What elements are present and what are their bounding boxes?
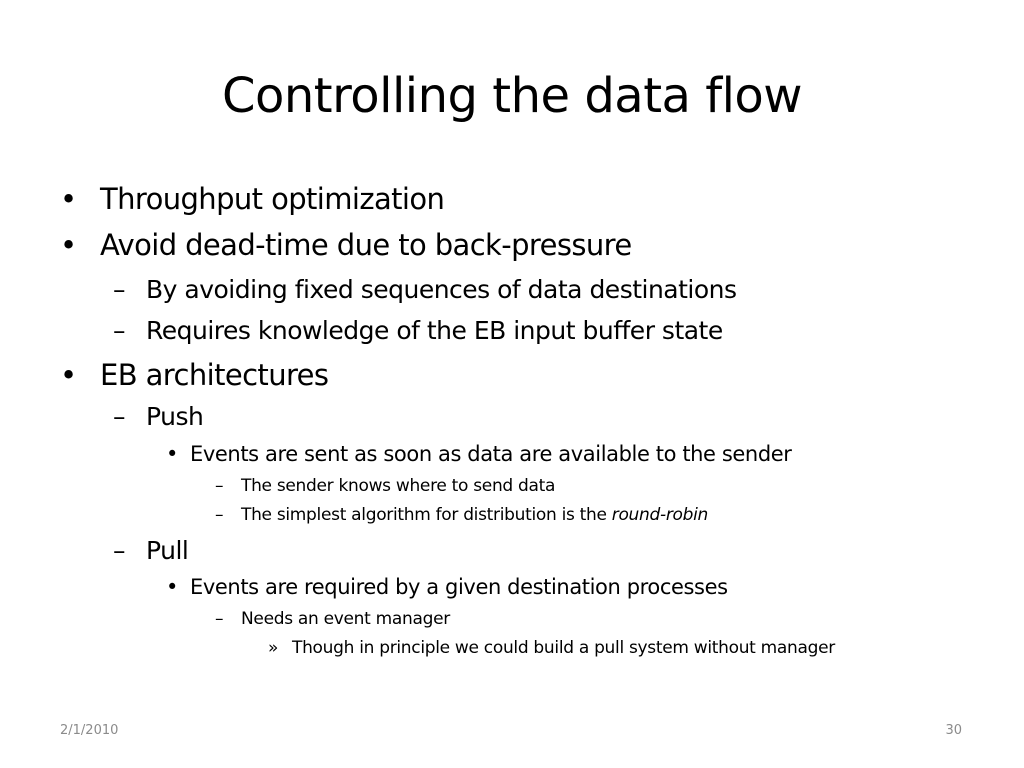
level5-item: Though in principle we could build a pull system without manager <box>292 638 835 658</box>
bullet-item: EB architectures <box>100 358 329 392</box>
level4-item: The sender knows where to send data <box>241 476 556 496</box>
level4-item: Needs an event manager <box>241 609 450 629</box>
dash-marker: – <box>113 402 125 431</box>
dash-marker: – <box>113 316 125 345</box>
level4-item-text: The simplest algorithm for distribution is the <box>241 505 612 525</box>
raquo-marker: » <box>268 638 279 658</box>
bullet-item: Throughput optimization <box>100 182 445 216</box>
dash-marker: – <box>113 536 125 565</box>
dash-marker: – <box>215 505 224 525</box>
emphasis-text: round-robin <box>611 505 709 525</box>
sub-bullet-item: Pull <box>146 536 189 565</box>
bullet-marker: • <box>60 182 77 216</box>
sub-bullet-item: Requires knowledge of the EB input buffer state <box>146 316 723 345</box>
footer-date: 2/1/2010 <box>60 723 119 738</box>
bullet-item: Avoid dead-time due to back-pressure <box>100 228 632 262</box>
level3-item: Events are sent as soon as data are available to the sender <box>190 442 792 466</box>
level3-item: Events are required by a given destination processes <box>190 575 728 599</box>
bullet-marker: • <box>60 358 77 392</box>
sub-bullet-item: Push <box>146 402 204 431</box>
dash-marker: – <box>215 609 224 629</box>
dash-marker: – <box>113 275 125 304</box>
bullet-marker: • <box>166 575 178 599</box>
slide-title: Controlling the data flow <box>221 68 803 124</box>
bullet-marker: • <box>166 442 178 466</box>
dash-marker: – <box>215 476 224 496</box>
level4-item <box>241 505 708 525</box>
slide-number: 30 <box>945 723 962 738</box>
sub-bullet-item: By avoiding fixed sequences of data destinations <box>146 275 737 304</box>
bullet-marker: • <box>60 228 77 262</box>
